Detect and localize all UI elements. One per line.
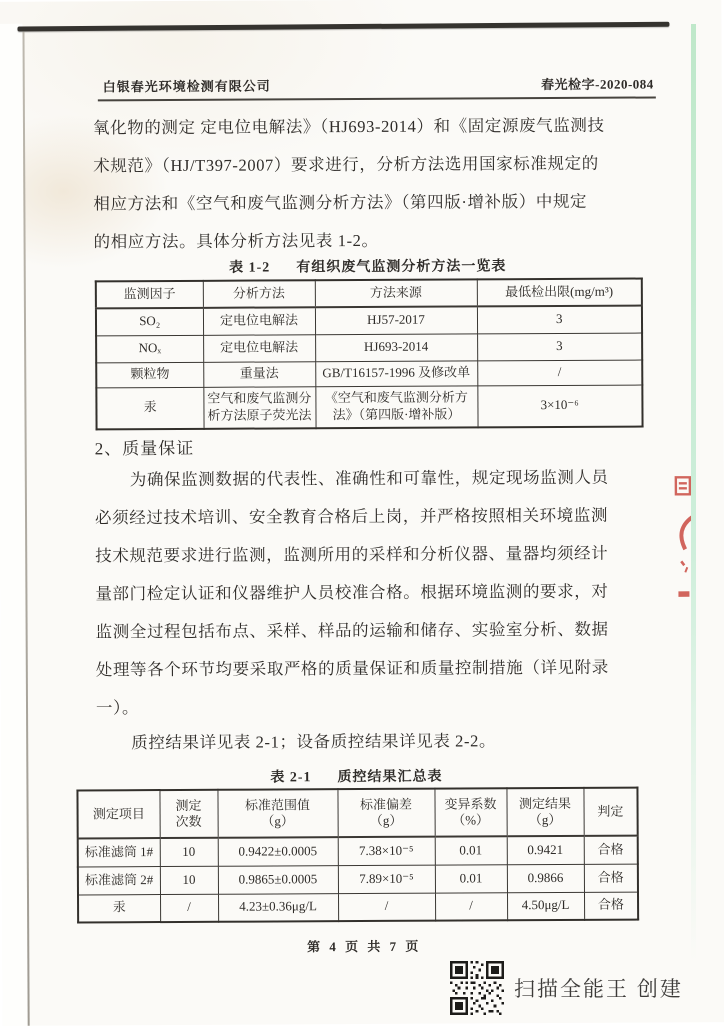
table-cell: 4.23±0.36μg/L [218,893,338,922]
table-cell: 标准滤筒 1# [78,838,160,866]
table-cell: 合格 [584,836,638,864]
table-header-row [77,788,637,839]
body-line: 处理等各个环节均要采取严格的质量保证和质量控制措施（详见附录 [96,649,626,690]
table-cell: NOₓ [96,335,203,363]
table-cell: 0.9865±0.0005 [218,865,338,894]
table-cell: 0.01 [435,836,507,864]
column-header: 方法来源 [315,279,477,307]
table-cell: 标准滤筒 2# [78,866,160,894]
table-cell: 10 [160,866,218,894]
table-caption-title: 质控结果汇总表 [337,770,442,786]
analysis-method-table [95,278,644,431]
table-cell: HJ57-2017 [315,306,477,334]
body-line: 相应方法和《空气和废气监测分析方法》（第四版·增补版）中规定 [93,183,623,224]
table-cell: 重量法 [203,361,315,387]
body-line: 量部门检定认证和仪器维护人员校准合格。根据环境监测的要求，对 [95,573,625,614]
table-row [96,385,642,430]
table-row [78,836,638,867]
table-cell: HJ693-2014 [315,333,477,361]
table-cell: 0.9421 [507,836,584,864]
table-cell: / [435,892,507,920]
column-header: 测定项目 [77,790,159,838]
table-cell: 0.01 [435,864,507,892]
body-paragraph-3 [96,722,626,763]
page-header [98,72,656,101]
column-header: 测定 次数 [159,790,217,838]
table-cell: 定电位电解法 [203,307,315,335]
table-row [78,892,638,923]
table-cell: / [160,894,218,922]
table-cell: 10 [160,838,218,866]
table-cell: 0.9866 [507,864,584,892]
table-caption-label: 表 2-1 [270,770,311,785]
table-cell: 汞 [96,387,203,430]
table-cell: GB/T16157-1996 及修改单 [315,360,477,386]
column-header: 测定结果 （g） [506,788,583,836]
table-2-1-caption [76,765,636,788]
table-caption-title: 有组织废气监测分析方法一览表 [296,259,506,275]
table-cell: 3 [477,333,642,361]
table-cell: 定电位电解法 [203,334,315,362]
column-header: 分析方法 [203,280,315,308]
qr-code-icon [450,961,504,1015]
table-cell: 合格 [584,892,638,920]
table-cell: 汞 [78,894,160,922]
column-header: 监测因子 [96,281,203,309]
column-header: 标准范围值 （g） [217,789,337,838]
column-header: 变异系数 （%） [434,788,506,836]
table-cell: / [338,893,435,922]
scan-edge-right [691,24,696,962]
column-header: 最低检出限(mg/m³) [477,279,642,307]
table-cell: 7.89×10⁻⁵ [338,865,435,894]
section-heading: 2、质量保证 [95,434,195,460]
body-paragraph-2 [95,459,626,728]
table-cell: 颗粒物 [96,362,203,388]
body-line: 为确保监测数据的代表性、准确性和可靠性，规定现场监测人员 [95,459,625,500]
table-caption-label: 表 1-2 [229,260,270,275]
scan-edge-top [17,22,669,32]
body-line: 的相应方法。具体分析方法见表 1-2。 [93,221,623,262]
table-row [96,333,642,363]
table-cell: / [477,360,642,386]
company-name: 白银春光环境检测有限公司 [103,75,271,95]
table-row [78,864,638,895]
body-line: 质控结果详见表 2-1；设备质控结果详见表 2-2。 [96,722,626,763]
doc-number: 春光检字-2020-084 [541,73,654,93]
table-cell: 《空气和废气监测分析方法》（第四版·增补版） [315,385,477,428]
table-row [96,360,642,388]
scanner-credit: 扫描全能王 创建 [514,973,683,1003]
table-cell: 3×10⁻⁶ [477,385,642,428]
body-line: 术规范》（HJ/T397-2007）要求进行，分析方法选用国家标准规定的 [93,145,623,186]
table-header-row [96,279,642,309]
body-line: 监测全过程包括布点、采样、样品的运输和储存、实验室分析、数据 [96,611,626,652]
table-cell: SO₂ [96,308,203,336]
body-paragraph-1 [93,107,624,262]
qc-result-table [76,787,639,924]
table-cell: 0.9422±0.0005 [218,837,338,866]
body-line: 技术规范要求进行监测，监测所用的采样和分析仪器、量器均须经计 [95,535,625,576]
table-1-2-caption [95,255,641,278]
table-cell: 空气和废气监测分析方法原子荧光法 [203,386,315,429]
body-line: 必须经过技术培训、安全教育合格后上岗，并严格按照相关环境监测 [95,497,625,538]
table-cell: 7.38×10⁻⁵ [338,837,435,866]
table-row [96,306,642,336]
table-cell: 3 [477,306,642,334]
table-cell: 4.50μg/L [507,892,584,920]
body-line: 氧化物的测定 定电位电解法》（HJ693-2014）和《固定源废气监测技 [93,107,623,148]
column-header: 判定 [583,788,637,836]
page-number: 第 4 页 共 7 页 [2,934,724,957]
column-header: 标准偏差 （g） [337,789,434,838]
table-cell: 合格 [584,864,638,892]
body-line: 一）。 [96,687,626,728]
